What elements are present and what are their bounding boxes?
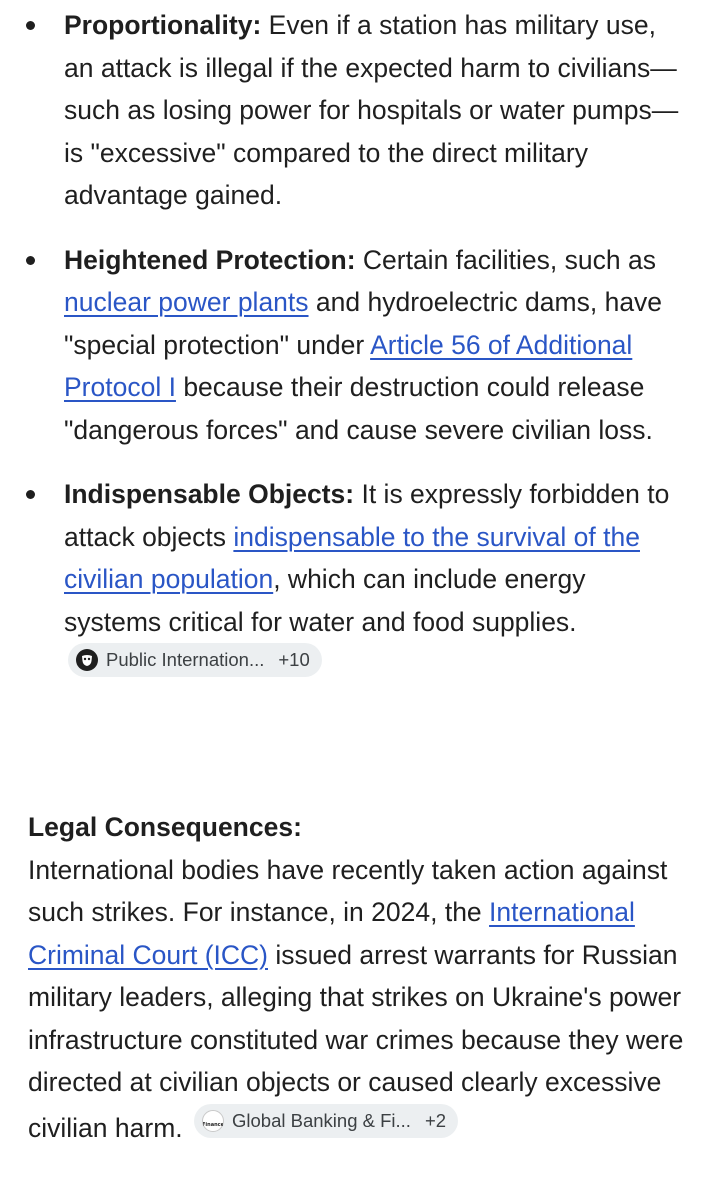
bullet-list: [0, 4, 701, 709]
source-chip-count: +10: [278, 649, 310, 670]
list-item-indispensable-objects: [0, 473, 701, 687]
section-paragraph: [28, 849, 688, 1150]
mask-icon: [76, 649, 98, 671]
source-chip[interactable]: [194, 1104, 458, 1138]
source-chip-label: Global Banking & Fi...: [232, 1109, 411, 1131]
link-nuclear-power-plants[interactable]: nuclear power plants: [64, 287, 309, 317]
paragraph-text: International bodies have recently taken action against such strikes. For instance, in 2024, the: [28, 854, 668, 927]
bullet-text: Certain facilities, such as: [355, 244, 656, 275]
link-icc[interactable]: International Criminal Court (ICC): [28, 897, 635, 970]
bullet-lead: Heightened Protection:: [64, 244, 356, 275]
source-chip[interactable]: [68, 643, 322, 677]
list-item-heightened-protection: [0, 239, 701, 452]
bullet-icon: [26, 490, 35, 499]
link-article-56[interactable]: Article 56 of Additional Protocol I: [64, 329, 633, 402]
bullet-text: Even if a station has military use, an attack is illegal if the expected harm to civilians—such as losing power for hospitals or water pumps—is "excessive" compared to the direct military advantage gained.: [64, 10, 679, 210]
finance-logo-text: Finance: [203, 1121, 224, 1128]
legal-consequences-section: [28, 806, 688, 1149]
bullet-text: and hydroelectric dams, have "special protection" under: [64, 287, 663, 360]
source-chip-count: +2: [424, 1109, 447, 1131]
bullet-text: , which can include energy systems critical for water and food supplies.: [64, 564, 586, 637]
finance-logo-icon: [202, 1110, 224, 1132]
bullet-text: It is expressly forbidden to attack objects: [64, 479, 670, 552]
bullet-lead: Indispensable Objects:: [64, 479, 355, 509]
bullet-text: because their destruction could release "dangerous forces" and cause severe civilian loss.: [64, 372, 653, 445]
bullet-lead: Proportionality:: [64, 10, 262, 40]
paragraph-text: issued arrest warrants for Russian military leaders, alleging that strikes on Ukraine's power infrastructure constituted war crimes because they were directed at civilian objects or caused clearly excessive civilian harm.: [28, 939, 684, 1143]
link-indispensable-objects[interactable]: indispensable to the survival of the civilian population: [64, 521, 640, 594]
bullet-icon: [26, 256, 35, 265]
section-heading: Legal Consequences:: [28, 812, 302, 842]
source-chip-label: Public Internation...: [106, 649, 265, 670]
bullet-icon: [26, 21, 35, 30]
list-item-proportionality: [0, 4, 701, 217]
